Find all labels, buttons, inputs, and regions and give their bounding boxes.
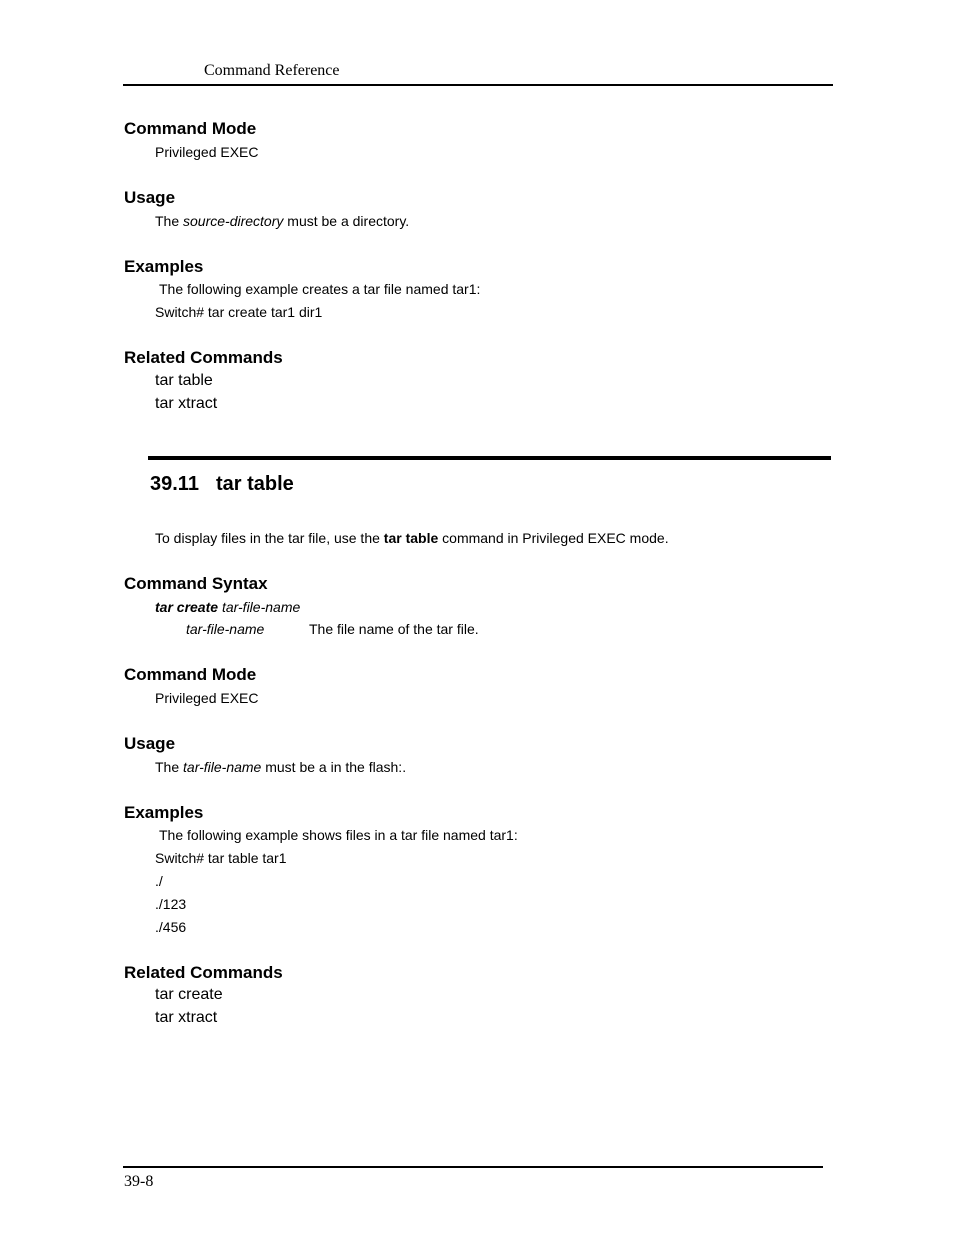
footer-rule xyxy=(123,1166,823,1168)
example-line: ./456 xyxy=(155,919,187,935)
example-line: ./123 xyxy=(155,896,187,912)
page-number: 39-8 xyxy=(124,1173,154,1190)
related-commands-heading: Related Commands xyxy=(124,348,283,367)
command-syntax-heading: Command Syntax xyxy=(124,574,268,593)
examples-heading: Examples xyxy=(124,257,204,276)
examples-intro: The following example creates a tar file named tar1: xyxy=(159,281,481,297)
section-name: tar table xyxy=(216,473,294,495)
example-line: Switch# tar table tar1 xyxy=(155,850,287,866)
related-command-item: tar table xyxy=(155,372,213,389)
usage-argument: source-directory xyxy=(183,213,284,229)
section-title xyxy=(150,473,294,496)
usage-text: The source-directory must be a directory. xyxy=(155,213,410,229)
examples-heading: Examples xyxy=(124,803,204,822)
syntax-line xyxy=(155,599,300,615)
example-line: ./ xyxy=(155,873,163,889)
command-mode-text: Privileged EXEC xyxy=(155,144,259,160)
header-rule xyxy=(123,84,833,86)
running-header: Command Reference xyxy=(204,62,340,79)
section-number: 39.11 xyxy=(150,473,199,495)
section-intro: To display files in the tar file, use the tar table command in Privileged EXEC mode. xyxy=(155,530,669,546)
section-rule xyxy=(148,456,831,460)
usage-heading: Usage xyxy=(124,734,176,753)
intro-command: tar table xyxy=(383,530,439,546)
usage-heading: Usage xyxy=(124,188,176,207)
param-name: tar-file-name xyxy=(186,621,265,637)
usage-argument: tar-file-name xyxy=(183,759,262,775)
related-commands-heading: Related Commands xyxy=(124,963,283,982)
related-command-item: tar xtract xyxy=(155,1009,218,1026)
param-description: The file name of the tar file. xyxy=(309,621,479,637)
command-mode-text: Privileged EXEC xyxy=(155,690,259,706)
examples-intro: The following example shows files in a tar file named tar1: xyxy=(159,827,518,843)
command-mode-heading: Command Mode xyxy=(124,665,257,684)
syntax-command: tar create xyxy=(155,599,219,615)
syntax-argument: tar-file-name xyxy=(221,599,301,615)
example-line: Switch# tar create tar1 dir1 xyxy=(155,304,323,320)
related-command-item: tar create xyxy=(155,986,223,1003)
command-mode-heading: Command Mode xyxy=(124,119,257,138)
related-command-item: tar xtract xyxy=(155,395,218,412)
usage-text: The tar-file-name must be a in the flash:. xyxy=(155,759,407,775)
